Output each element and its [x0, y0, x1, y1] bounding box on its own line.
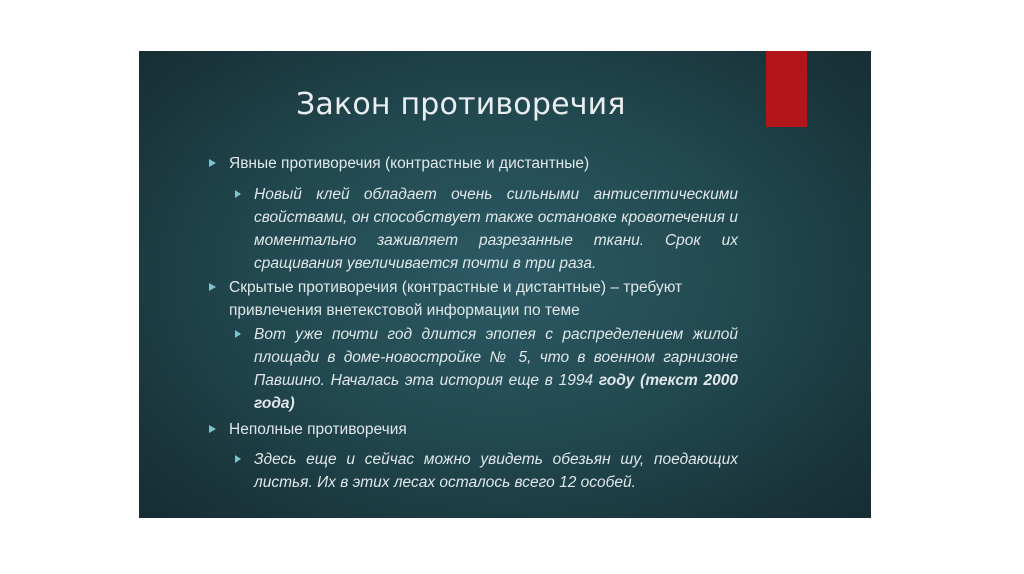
sub-bullet-text: Здесь еще и сейчас можно увидеть обезьян шу, поедающих листья. Их в этих лесах осталось всего 12 особей.	[254, 451, 738, 491]
sub-bullet-housing-example	[254, 323, 738, 415]
bullet-text: Неполные противоречия	[229, 421, 407, 438]
accent-bar	[766, 51, 807, 127]
bullet-text: Скрытые противоречия (контрастные и дистантные) – требуют привлечения внетекстовой информации по теме	[229, 279, 683, 319]
slide	[139, 51, 871, 518]
sub-bullet-arrow-icon	[235, 190, 241, 198]
slide-title: Закон противоречия	[296, 87, 626, 122]
sub-bullet-glue-example	[254, 183, 738, 275]
sub-bullet-emphasis: году (текст 2000 года)	[254, 372, 739, 412]
bullet-text: Явные противоречия (контрастные и дистантные)	[229, 155, 590, 172]
bullet-explicit-contradictions	[229, 152, 741, 175]
bullet-incomplete-contradictions	[229, 418, 741, 441]
bullet-hidden-contradictions	[229, 276, 741, 322]
bullet-arrow-icon	[209, 159, 216, 167]
sub-bullet-monkeys-example	[254, 448, 738, 494]
bullet-arrow-icon	[209, 283, 216, 291]
sub-bullet-text: Вот уже почти год длится эпопея с распределением жилой площади в доме-новостройке № 5, что в военном гарнизоне Павшино. Началась эта история еще в 1994	[254, 326, 738, 389]
bullet-arrow-icon	[209, 425, 216, 433]
sub-bullet-arrow-icon	[235, 330, 241, 338]
sub-bullet-arrow-icon	[235, 455, 241, 463]
sub-bullet-text: Новый клей обладает очень сильными антисептическими свойствами, он способствует также остановке кровотечения и моментально заживляет разрезанные ткани. Срок их сращивания увеличивается почти в три раза.	[254, 186, 738, 272]
